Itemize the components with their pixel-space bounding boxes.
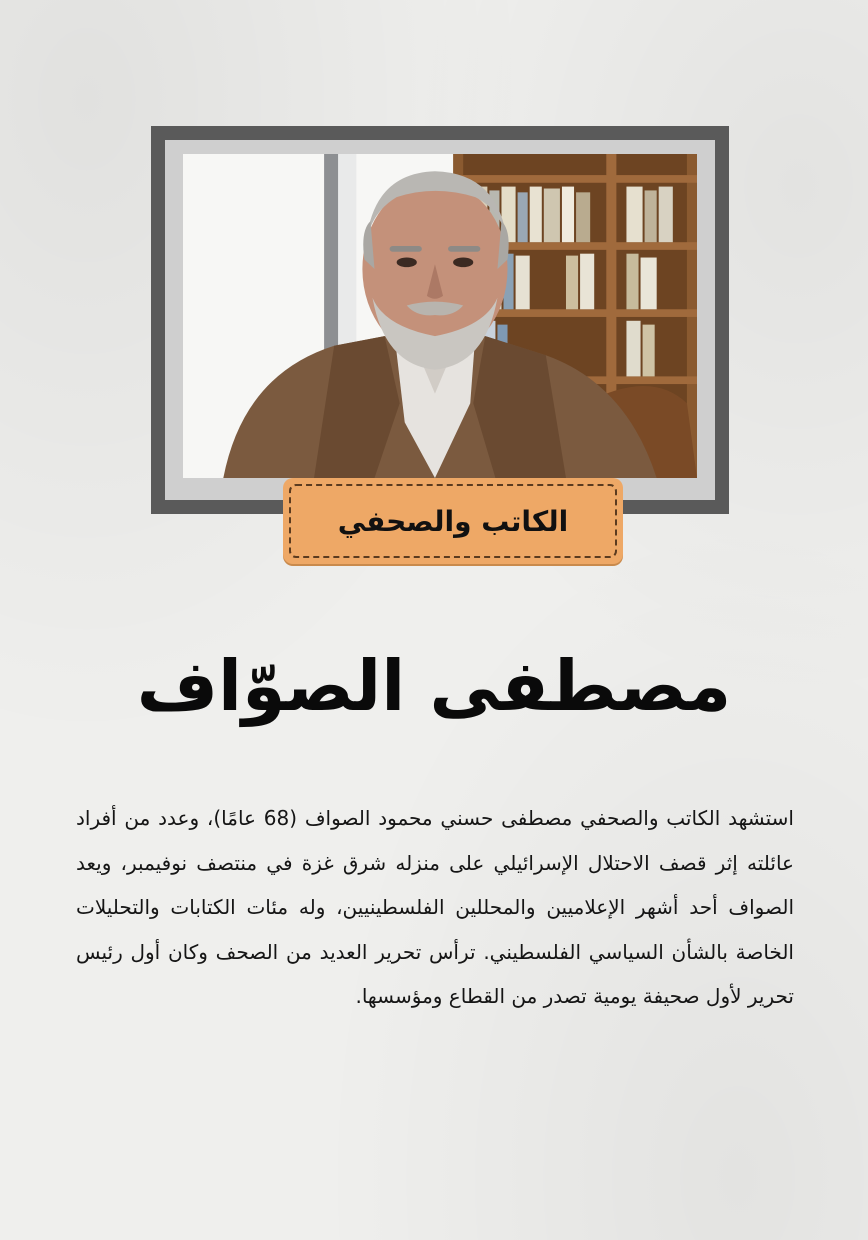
portrait-photo — [183, 154, 697, 478]
role-badge — [283, 478, 623, 564]
biography-text: استشهد الكاتب والصحفي مصطفى حسني محمود الصواف (68 عامًا)، وعدد من أفراد عائلته إثر قصف الاحتلال الإسرائيلي على منزله شرق غزة في منتصف نوفيمبر، ويعد الصواف أحد أشهر الإعلاميين والمحللين الفلسطينيين، وله مئات الكتابات والتحليلات الخاصة بالشأن السياسي الفلسطيني. ترأس تحرير العديد من الصحف وكان أول رئيس تحرير لأول صحيفة يومية تصدر من القطاع ومؤسسها. — [76, 806, 794, 1009]
role-badge-border — [289, 484, 617, 558]
photo-frame — [151, 126, 729, 514]
person-name: مصطفى الصوّاف — [136, 645, 732, 727]
role-label: الكاتب والصحفي — [337, 504, 569, 538]
portrait-illustration — [183, 154, 697, 478]
photo-mat — [165, 140, 715, 500]
